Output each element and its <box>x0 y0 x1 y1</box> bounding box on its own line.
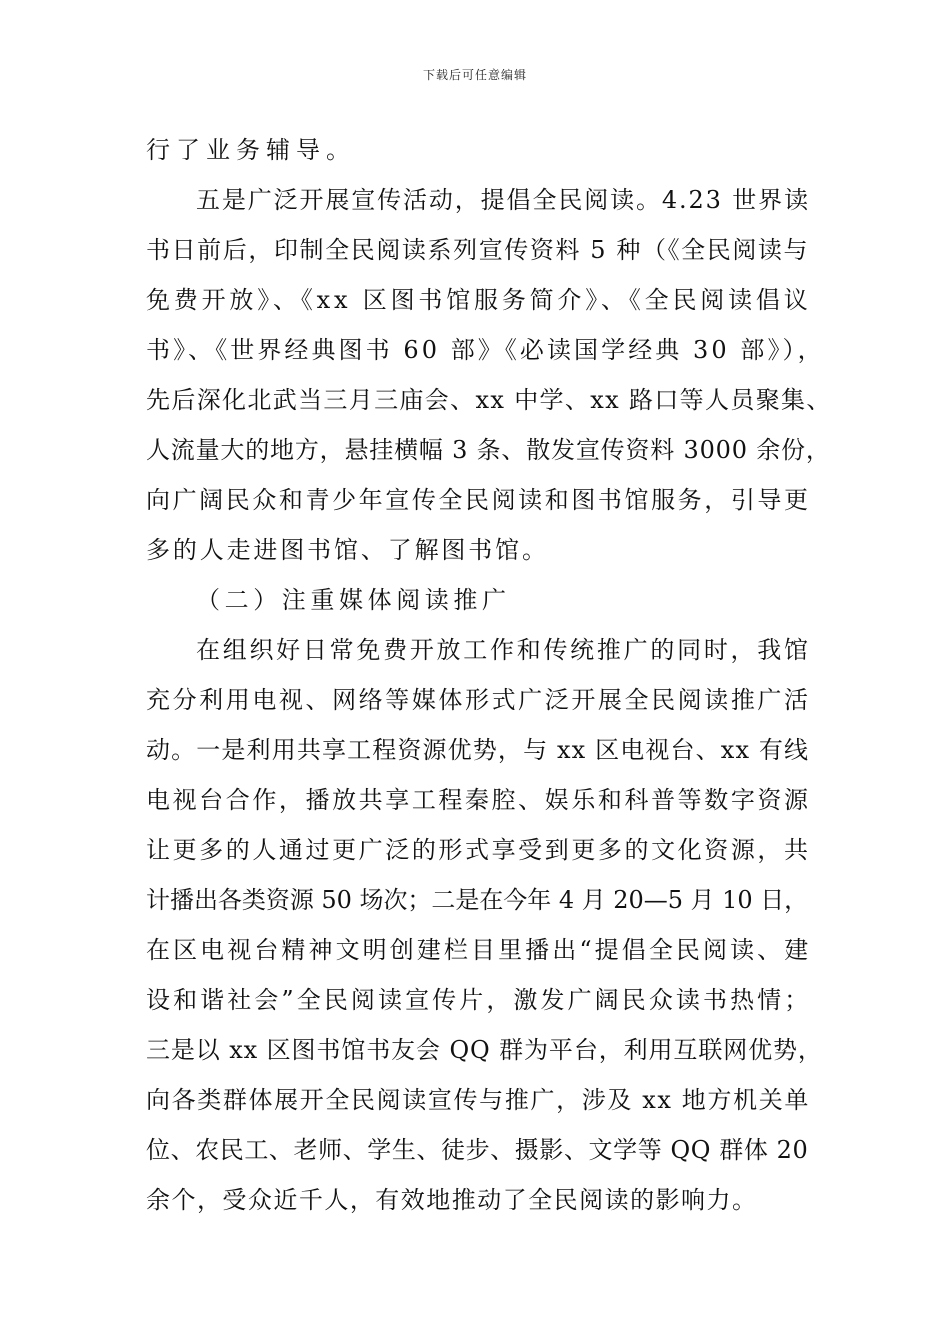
text-line: 书日前后，印制全民阅读系列宣传资料 5 种（《全民阅读与 <box>146 236 810 264</box>
text-line: 人流量大的地方，悬挂横幅 3 条、散发宣传资料 3000 余份， <box>146 436 831 464</box>
text-line: 向广阔民众和青少年宣传全民阅读和图书馆服务，引导更 <box>146 486 811 514</box>
text-line: 在组织好日常免费开放工作和传统推广的同时，我馆 <box>196 636 811 664</box>
text-line: 五是广泛开展宣传活动，提倡全民阅读。4.23 世界读 <box>196 186 810 214</box>
text-line: 动。一是利用共享工程资源优势，与 xx 区电视台、xx 有线 <box>146 736 810 764</box>
page-header: 下载后可任意编辑 <box>422 68 527 82</box>
text-line: 免费开放》、《xx 区图书馆服务简介》、《全民阅读倡议 <box>146 286 812 314</box>
text-line: 在区电视台精神文明创建栏目里播出“提倡全民阅读、建 <box>146 936 812 964</box>
text-line: 向各类群体展开全民阅读宣传与推广，涉及 xx 地方机关单 <box>146 1086 810 1114</box>
text-line: 电视台合作，播放共享工程秦腔、娱乐和科普等数字资源 <box>146 786 811 814</box>
section-heading: （二）注重媒体阅读推广 <box>196 586 511 614</box>
text-line: 充分利用电视、网络等媒体形式广泛开展全民阅读推广活 <box>146 686 811 714</box>
text-line: 书》、《世界经典图书 60 部》《必读国学经典 30 部》）， <box>146 336 825 364</box>
text-line: 让更多的人通过更广泛的形式享受到更多的文化资源，共 <box>146 836 811 864</box>
text-line: 先后深化北武当三月三庙会、xx 中学、xx 路口等人员聚集、 <box>146 386 832 414</box>
text-line: 位、农民工、老师、学生、徒步、摄影、文学等 QQ 群体 20 <box>146 1136 809 1164</box>
text-line: 计播出各类资源 50 场次；二是在今年 4 月 20—5 月 10 日， <box>146 886 809 914</box>
text-line: 行了业务辅导。 <box>146 136 356 164</box>
text-line: 余个，受众近千人，有效地推动了全民阅读的影响力。 <box>146 1186 758 1214</box>
text-line: 设和谐社会”全民阅读宣传片，激发广阔民众读书热情； <box>146 986 812 1014</box>
text-line: 三是以 xx 区图书馆书友会 QQ 群为平台，利用互联网优势， <box>146 1036 823 1064</box>
text-line: 多的人走进图书馆、了解图书馆。 <box>146 536 549 564</box>
